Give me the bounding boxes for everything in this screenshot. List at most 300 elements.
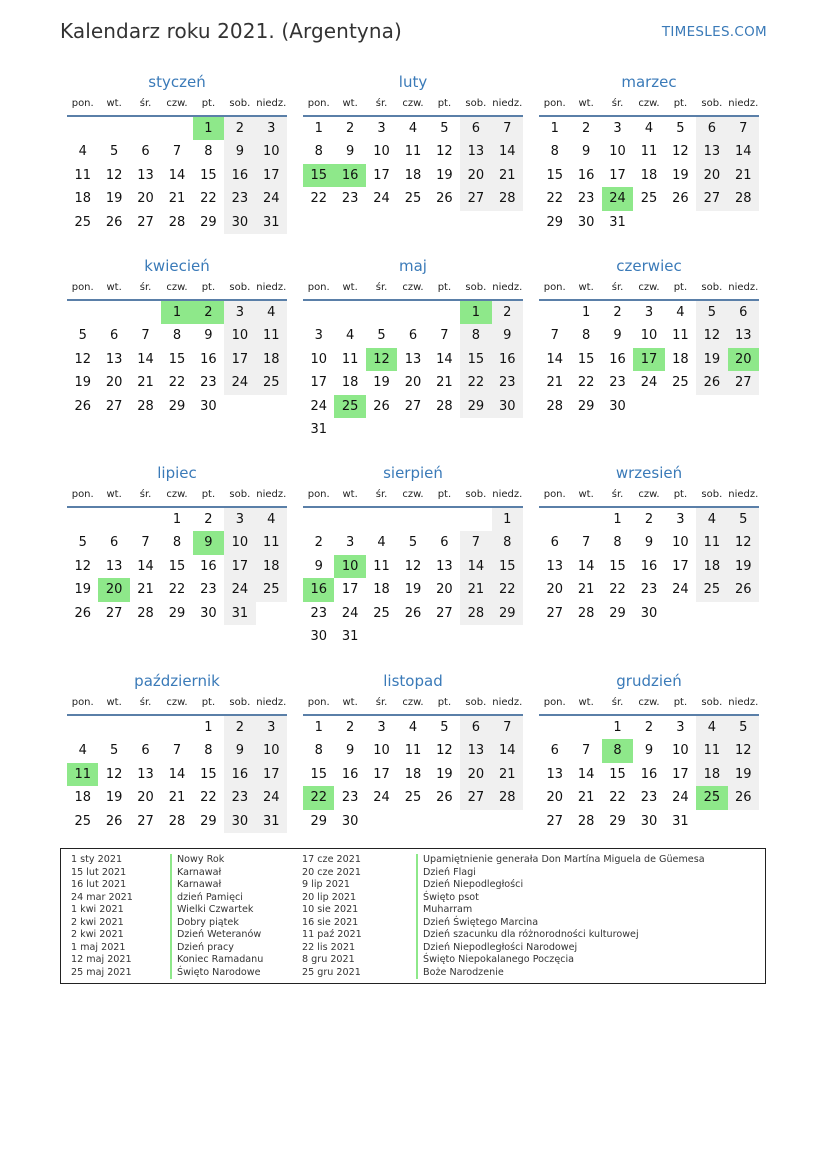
day-cell[interactable]: 21 [168,191,186,207]
day-cell[interactable]: 23 [640,790,658,806]
day-cell[interactable]: 15 [609,766,626,782]
day-cell[interactable]: 4 [256,508,287,531]
day-cell[interactable]: 31 [341,628,359,644]
day-cell[interactable]: 9 [644,535,654,551]
day-cell[interactable]: 1 [314,121,323,136]
day-cell[interactable]: 23 [341,191,359,207]
day-cell[interactable]: 16 [609,351,626,367]
day-cell[interactable]: 22 [200,790,217,806]
day-cell[interactable]: 9 [345,743,355,759]
day-cell[interactable]: 10 [310,351,327,367]
day-cell[interactable]: 22 [303,786,334,809]
day-cell[interactable]: 25 [404,790,422,806]
day-cell[interactable]: 4 [256,301,287,324]
day-cell[interactable]: 27 [137,214,154,230]
day-cell[interactable]: 3 [256,117,287,140]
day-cell[interactable]: 28 [460,602,491,625]
day-cell[interactable]: 24 [373,191,390,207]
day-cell[interactable]: 19 [105,790,123,806]
day-cell[interactable]: 7 [728,117,759,140]
day-cell[interactable]: 25 [696,786,727,809]
day-cell[interactable]: 18 [373,582,390,598]
day-cell[interactable]: 10 [334,555,365,578]
day-cell[interactable]: 16 [303,578,334,601]
day-cell[interactable]: 28 [436,398,453,414]
day-cell[interactable]: 24 [640,375,658,391]
day-cell[interactable]: 13 [546,558,563,574]
day-cell[interactable]: 23 [224,187,255,210]
day-cell[interactable]: 5 [78,328,87,344]
day-cell[interactable]: 23 [341,790,359,806]
day-cell[interactable]: 25 [404,191,422,207]
day-cell[interactable]: 8 [172,535,182,551]
day-cell[interactable]: 19 [696,348,727,371]
day-cell[interactable]: 27 [105,398,123,414]
day-cell[interactable]: 6 [109,328,119,344]
day-cell[interactable]: 6 [460,716,491,739]
day-cell[interactable]: 10 [672,535,689,551]
day-cell[interactable]: 3 [676,720,685,735]
day-cell[interactable]: 26 [672,191,689,207]
day-cell[interactable]: 28 [168,813,186,829]
day-cell[interactable]: 20 [137,790,154,806]
day-cell[interactable]: 29 [200,214,217,230]
day-cell[interactable]: 7 [141,535,150,551]
day-cell[interactable]: 10 [373,144,390,160]
day-cell[interactable]: 5 [109,743,119,759]
day-cell[interactable]: 15 [492,555,523,578]
day-cell[interactable]: 8 [613,535,622,551]
day-cell[interactable]: 30 [341,813,359,829]
day-cell[interactable]: 8 [492,531,523,554]
day-cell[interactable]: 12 [696,324,727,347]
day-cell[interactable]: 11 [256,324,287,347]
day-cell[interactable]: 30 [310,628,327,644]
day-cell[interactable]: 6 [109,535,119,551]
day-cell[interactable]: 24 [256,786,287,809]
day-cell[interactable]: 22 [168,375,186,391]
day-cell[interactable]: 19 [436,766,453,782]
day-cell[interactable]: 24 [224,578,255,601]
day-cell[interactable]: 4 [696,716,727,739]
day-cell[interactable]: 21 [436,375,453,391]
day-cell[interactable]: 26 [404,605,422,621]
day-cell[interactable]: 21 [460,578,491,601]
day-cell[interactable]: 24 [310,398,327,414]
day-cell[interactable]: 23 [609,375,626,391]
day-cell[interactable]: 29 [609,813,626,829]
day-cell[interactable]: 7 [492,716,523,739]
day-cell[interactable]: 17 [633,348,664,371]
day-cell[interactable]: 9 [581,144,591,160]
day-cell[interactable]: 13 [728,324,759,347]
day-cell[interactable]: 4 [78,144,87,160]
day-cell[interactable]: 10 [373,743,390,759]
day-cell[interactable]: 1 [204,720,213,735]
day-cell[interactable]: 27 [546,605,563,621]
day-cell[interactable]: 3 [224,508,255,531]
day-cell[interactable]: 3 [345,535,355,551]
day-cell[interactable]: 14 [137,351,154,367]
day-cell[interactable]: 1 [581,305,591,320]
day-cell[interactable]: 25 [74,214,91,230]
day-cell[interactable]: 28 [577,813,595,829]
day-cell[interactable]: 31 [310,421,327,437]
day-cell[interactable]: 28 [492,786,523,809]
day-cell[interactable]: 15 [546,167,563,183]
day-cell[interactable]: 17 [672,766,689,782]
day-cell[interactable]: 4 [345,328,355,344]
day-cell[interactable]: 22 [460,371,491,394]
day-cell[interactable]: 18 [341,375,359,391]
day-cell[interactable]: 17 [373,167,390,183]
day-cell[interactable]: 7 [440,328,449,344]
day-cell[interactable]: 17 [256,164,287,187]
day-cell[interactable]: 16 [224,164,255,187]
day-cell[interactable]: 22 [200,191,217,207]
day-cell[interactable]: 8 [314,144,323,160]
day-cell[interactable]: 13 [137,167,154,183]
day-cell[interactable]: 21 [728,164,759,187]
day-cell[interactable]: 2 [644,720,654,735]
day-cell[interactable]: 26 [728,786,759,809]
day-cell[interactable]: 7 [172,144,182,160]
day-cell[interactable]: 10 [672,743,689,759]
day-cell[interactable]: 5 [408,535,418,551]
day-cell[interactable]: 14 [168,167,186,183]
day-cell[interactable]: 21 [492,164,523,187]
day-cell[interactable]: 14 [728,140,759,163]
day-cell[interactable]: 2 [345,720,355,735]
day-cell[interactable]: 13 [460,739,491,762]
day-cell[interactable]: 12 [366,348,397,371]
day-cell[interactable]: 30 [200,398,217,414]
day-cell[interactable]: 3 [644,305,654,320]
day-cell[interactable]: 25 [640,191,658,207]
day-cell[interactable]: 27 [696,187,727,210]
day-cell[interactable]: 11 [373,558,390,574]
day-cell[interactable]: 28 [492,187,523,210]
brand-logo[interactable]: TIMESLES.COM [661,24,767,40]
day-cell[interactable]: 1 [492,508,523,531]
day-cell[interactable]: 4 [696,508,727,531]
day-cell[interactable]: 11 [696,739,727,762]
day-cell[interactable]: 15 [577,351,595,367]
day-cell[interactable]: 28 [137,605,154,621]
day-cell[interactable]: 9 [204,328,213,344]
day-cell[interactable]: 3 [256,716,287,739]
day-cell[interactable]: 10 [224,531,255,554]
day-cell[interactable]: 24 [256,187,287,210]
day-cell[interactable]: 26 [436,191,453,207]
day-cell[interactable]: 5 [696,301,727,324]
day-cell[interactable]: 3 [314,328,323,344]
day-cell[interactable]: 11 [672,328,689,344]
day-cell[interactable]: 6 [141,743,150,759]
day-cell[interactable]: 22 [546,191,563,207]
day-cell[interactable]: 2 [193,301,224,324]
day-cell[interactable]: 25 [256,578,287,601]
day-cell[interactable]: 26 [696,371,727,394]
day-cell[interactable]: 17 [672,558,689,574]
day-cell[interactable]: 25 [334,395,365,418]
day-cell[interactable]: 11 [74,167,91,183]
day-cell[interactable]: 10 [256,739,287,762]
day-cell[interactable]: 9 [193,531,224,554]
day-cell[interactable]: 29 [492,602,523,625]
day-cell[interactable]: 5 [109,144,119,160]
day-cell[interactable]: 30 [200,605,217,621]
day-cell[interactable]: 2 [644,512,654,527]
day-cell[interactable]: 8 [172,328,182,344]
day-cell[interactable]: 20 [105,375,123,391]
day-cell[interactable]: 12 [105,167,123,183]
day-cell[interactable]: 8 [550,144,559,160]
day-cell[interactable]: 14 [546,351,563,367]
day-cell[interactable]: 1 [613,720,622,735]
day-cell[interactable]: 23 [200,582,217,598]
day-cell[interactable]: 6 [696,117,727,140]
day-cell[interactable]: 31 [672,813,689,829]
day-cell[interactable]: 28 [728,187,759,210]
day-cell[interactable]: 12 [74,351,91,367]
day-cell[interactable]: 25 [672,375,689,391]
day-cell[interactable]: 13 [546,766,563,782]
day-cell[interactable]: 28 [577,605,595,621]
day-cell[interactable]: 30 [224,211,255,234]
day-cell[interactable]: 27 [105,605,123,621]
day-cell[interactable]: 22 [310,191,327,207]
day-cell[interactable]: 24 [602,187,633,210]
day-cell[interactable]: 6 [440,535,449,551]
day-cell[interactable]: 16 [334,164,365,187]
day-cell[interactable]: 12 [728,531,759,554]
day-cell[interactable]: 26 [436,790,453,806]
day-cell[interactable]: 9 [613,328,622,344]
day-cell[interactable]: 23 [640,582,658,598]
day-cell[interactable]: 21 [546,375,563,391]
day-cell[interactable]: 29 [609,605,626,621]
day-cell[interactable]: 21 [168,790,186,806]
day-cell[interactable]: 18 [256,555,287,578]
day-cell[interactable]: 26 [105,214,123,230]
day-cell[interactable]: 20 [546,790,563,806]
day-cell[interactable]: 16 [577,167,595,183]
day-cell[interactable]: 1 [161,301,192,324]
day-cell[interactable]: 9 [224,739,255,762]
day-cell[interactable]: 19 [436,167,453,183]
day-cell[interactable]: 2 [492,301,523,324]
day-cell[interactable]: 7 [172,743,182,759]
day-cell[interactable]: 31 [609,214,626,230]
day-cell[interactable]: 24 [672,790,689,806]
day-cell[interactable]: 13 [436,558,453,574]
day-cell[interactable]: 27 [137,813,154,829]
day-cell[interactable]: 30 [492,395,523,418]
day-cell[interactable]: 4 [78,743,87,759]
day-cell[interactable]: 17 [341,582,359,598]
day-cell[interactable]: 20 [728,348,759,371]
day-cell[interactable]: 3 [613,121,622,136]
day-cell[interactable]: 24 [373,790,390,806]
day-cell[interactable]: 29 [577,398,595,414]
day-cell[interactable]: 7 [492,117,523,140]
day-cell[interactable]: 31 [224,602,255,625]
day-cell[interactable]: 5 [78,535,87,551]
day-cell[interactable]: 6 [550,535,559,551]
day-cell[interactable]: 24 [672,582,689,598]
day-cell[interactable]: 27 [404,398,422,414]
day-cell[interactable]: 17 [609,167,626,183]
day-cell[interactable]: 10 [224,324,255,347]
day-cell[interactable]: 17 [224,348,255,371]
day-cell[interactable]: 28 [546,398,563,414]
day-cell[interactable]: 2 [224,117,255,140]
day-cell[interactable]: 31 [256,211,287,234]
day-cell[interactable]: 19 [74,582,91,598]
day-cell[interactable]: 13 [696,140,727,163]
day-cell[interactable]: 21 [137,582,154,598]
day-cell[interactable]: 10 [256,140,287,163]
day-cell[interactable]: 18 [672,351,689,367]
day-cell[interactable]: 16 [200,558,217,574]
day-cell[interactable]: 23 [200,375,217,391]
day-cell[interactable]: 22 [168,582,186,598]
day-cell[interactable]: 11 [640,144,658,160]
day-cell[interactable]: 12 [436,144,453,160]
day-cell[interactable]: 12 [74,558,91,574]
day-cell[interactable]: 14 [436,351,453,367]
day-cell[interactable]: 6 [728,301,759,324]
day-cell[interactable]: 9 [224,140,255,163]
day-cell[interactable]: 22 [609,582,626,598]
day-cell[interactable]: 30 [224,810,255,833]
day-cell[interactable]: 15 [303,164,334,187]
day-cell[interactable]: 16 [200,351,217,367]
day-cell[interactable]: 1 [460,301,491,324]
day-cell[interactable]: 19 [404,582,422,598]
day-cell[interactable]: 24 [224,371,255,394]
day-cell[interactable]: 23 [310,605,327,621]
day-cell[interactable]: 4 [644,121,654,136]
day-cell[interactable]: 23 [577,191,595,207]
day-cell[interactable]: 29 [168,605,186,621]
day-cell[interactable]: 14 [137,558,154,574]
day-cell[interactable]: 1 [193,117,224,140]
day-cell[interactable]: 3 [377,121,386,136]
day-cell[interactable]: 14 [577,558,595,574]
day-cell[interactable]: 27 [436,605,453,621]
day-cell[interactable]: 19 [105,191,123,207]
day-cell[interactable]: 24 [341,605,359,621]
day-cell[interactable]: 15 [310,766,327,782]
day-cell[interactable]: 18 [74,191,91,207]
day-cell[interactable]: 29 [310,813,327,829]
day-cell[interactable]: 8 [460,324,491,347]
day-cell[interactable]: 30 [577,214,595,230]
day-cell[interactable]: 2 [204,512,213,527]
day-cell[interactable]: 8 [204,743,213,759]
day-cell[interactable]: 10 [640,328,658,344]
day-cell[interactable]: 12 [728,739,759,762]
day-cell[interactable]: 1 [550,121,559,136]
day-cell[interactable]: 13 [137,766,154,782]
day-cell[interactable]: 17 [256,763,287,786]
day-cell[interactable]: 27 [546,813,563,829]
day-cell[interactable]: 21 [577,790,595,806]
day-cell[interactable]: 4 [408,121,418,136]
day-cell[interactable]: 9 [314,558,323,574]
day-cell[interactable]: 23 [492,371,523,394]
day-cell[interactable]: 26 [74,605,91,621]
day-cell[interactable]: 18 [74,790,91,806]
day-cell[interactable]: 11 [341,351,359,367]
day-cell[interactable]: 15 [460,348,491,371]
day-cell[interactable]: 7 [141,328,150,344]
day-cell[interactable]: 16 [341,766,359,782]
day-cell[interactable]: 21 [492,763,523,786]
day-cell[interactable]: 8 [314,743,323,759]
day-cell[interactable]: 2 [314,535,323,551]
day-cell[interactable]: 5 [440,121,449,136]
day-cell[interactable]: 7 [581,743,591,759]
day-cell[interactable]: 22 [609,790,626,806]
day-cell[interactable]: 29 [200,813,217,829]
day-cell[interactable]: 20 [460,763,491,786]
day-cell[interactable]: 8 [581,328,591,344]
day-cell[interactable]: 20 [404,375,422,391]
day-cell[interactable]: 16 [492,348,523,371]
day-cell[interactable]: 20 [546,582,563,598]
day-cell[interactable]: 1 [314,720,323,735]
day-cell[interactable]: 13 [404,351,422,367]
day-cell[interactable]: 29 [168,398,186,414]
day-cell[interactable]: 1 [613,512,622,527]
day-cell[interactable]: 26 [105,813,123,829]
day-cell[interactable]: 25 [696,578,727,601]
day-cell[interactable]: 25 [373,605,390,621]
day-cell[interactable]: 19 [728,555,759,578]
day-cell[interactable]: 28 [137,398,154,414]
day-cell[interactable]: 14 [492,140,523,163]
day-cell[interactable]: 14 [577,766,595,782]
day-cell[interactable]: 16 [640,558,658,574]
day-cell[interactable]: 2 [613,305,622,320]
day-cell[interactable]: 27 [460,187,491,210]
day-cell[interactable]: 16 [224,763,255,786]
day-cell[interactable]: 18 [696,763,727,786]
day-cell[interactable]: 30 [609,398,626,414]
day-cell[interactable]: 5 [440,720,449,735]
day-cell[interactable]: 20 [98,578,129,601]
day-cell[interactable]: 1 [172,512,182,527]
day-cell[interactable]: 16 [640,766,658,782]
day-cell[interactable]: 26 [373,398,390,414]
day-cell[interactable]: 17 [224,555,255,578]
day-cell[interactable]: 19 [74,375,91,391]
day-cell[interactable]: 6 [408,328,418,344]
day-cell[interactable]: 29 [546,214,563,230]
day-cell[interactable]: 20 [696,164,727,187]
day-cell[interactable]: 2 [345,121,355,136]
day-cell[interactable]: 11 [67,763,98,786]
day-cell[interactable]: 3 [676,512,685,527]
day-cell[interactable]: 9 [345,144,355,160]
day-cell[interactable]: 15 [609,558,626,574]
day-cell[interactable]: 3 [377,720,386,735]
day-cell[interactable]: 6 [141,144,150,160]
day-cell[interactable]: 7 [550,328,559,344]
